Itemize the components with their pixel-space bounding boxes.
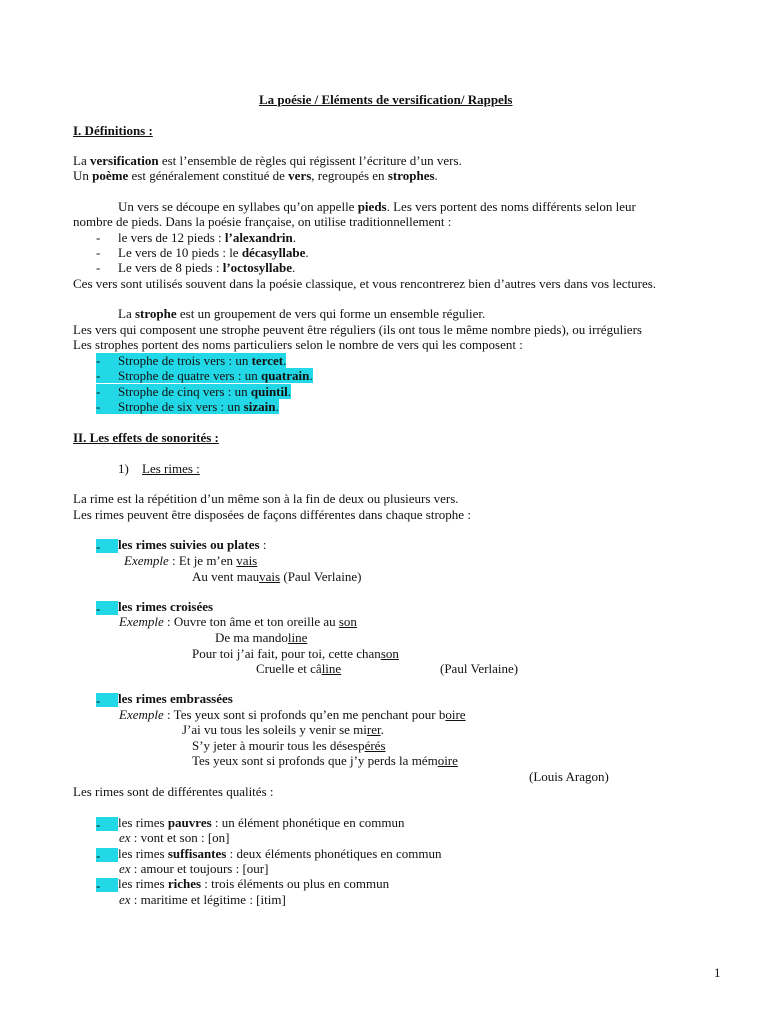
example-line: Tes yeux sont si profonds que j’y perds la mémoire [192,753,458,768]
quality-example: ex : vont et son : [on] [119,830,230,845]
list-item: - Le vers de 10 pieds : le décasyllabe. [96,245,309,260]
paragraph: Les vers qui composent une strophe peuvent être réguliers (ils ont tous le même nombre pieds), ou irréguliers [73,322,642,337]
rime-type-suivies: - les rimes suivies ou plates : [96,537,267,554]
rime-type-croisees: - les rimes croisées [96,599,214,616]
paragraph: La versification est l’ensemble de règles qui régissent l’écriture d’un vers. [73,153,462,168]
list-item: - Strophe de trois vers : un tercet. [96,353,287,368]
section-heading-sonorites: II. Les effets de sonorités : [73,430,219,445]
list-item: - Strophe de six vers : un sizain. [96,399,279,414]
example-line: Exemple : Ouvre ton âme et ton oreille au son [119,614,357,629]
example-author: (Paul Verlaine) [440,661,519,676]
paragraph: nombre de pieds. Dans la poésie française, on utilise traditionnellement : [73,214,452,229]
paragraph: Les rimes sont de différentes qualités : [73,784,274,799]
quality-example: ex : amour et toujours : [our] [119,861,269,876]
section-heading-definitions: I. Définitions : [73,123,153,138]
list-item: - Strophe de cinq vers : un quintil. [96,384,291,399]
example-line: Pour toi j’ai fait, pour toi, cette chanson [192,646,399,661]
example-author: (Louis Aragon) [529,769,609,784]
list-item: - Le vers de 8 pieds : l’octosyllabe. [96,260,296,275]
example-line: Exemple : Et je m’en vais [124,553,258,568]
example-line: De ma mandoline [215,630,308,645]
page-title: La poésie / Eléments de versification/ Rappels [259,92,513,107]
page-number: 1 [714,965,721,980]
paragraph: Ces vers sont utilisés souvent dans la poésie classique, et vous rencontrerez bien d’autres vers dans vos lectures. [73,276,657,291]
list-item: - le vers de 12 pieds : l’alexandrin. [96,230,297,245]
example-line: Au vent mauvais (Paul Verlaine) [192,569,362,584]
subsection-number: 1) [118,461,129,476]
paragraph: Un poème est généralement constitué de vers, regroupés en strophes. [73,168,438,183]
quality-example: ex : maritime et légitime : [itim] [119,892,286,907]
paragraph: La rime est la répétition d’un même son à la fin de deux ou plusieurs vers. [73,491,459,506]
list-item: - Strophe de quatre vers : un quatrain. [96,368,313,383]
rime-quality: - les rimes pauvres : un élément phonétique en commun [96,815,405,832]
rime-quality: - les rimes riches : trois éléments ou plus en commun [96,876,390,893]
paragraph: Les strophes portent des noms particuliers selon le nombre de vers qui les composent : [73,337,523,352]
rime-quality: - les rimes suffisantes : deux éléments phonétiques en commun [96,846,442,863]
example-line: J’ai vu tous les soleils y venir se mirer. [182,722,384,737]
paragraph: Un vers se découpe en syllabes qu’on appelle pieds. Les vers portent des noms différents selon leur [118,199,636,214]
subsection-title: Les rimes : [142,461,200,476]
rime-type-embrassees: - les rimes embrassées [96,691,233,708]
paragraph: Les rimes peuvent être disposées de façons différentes dans chaque strophe : [73,507,471,522]
paragraph: La strophe est un groupement de vers qui forme un ensemble régulier. [118,306,486,321]
example-line: Cruelle et câline [256,661,342,676]
example-line: S’y jeter à mourir tous les désespérés [192,738,386,753]
example-line: Exemple : Tes yeux sont si profonds qu’en me penchant pour boire [119,707,466,722]
